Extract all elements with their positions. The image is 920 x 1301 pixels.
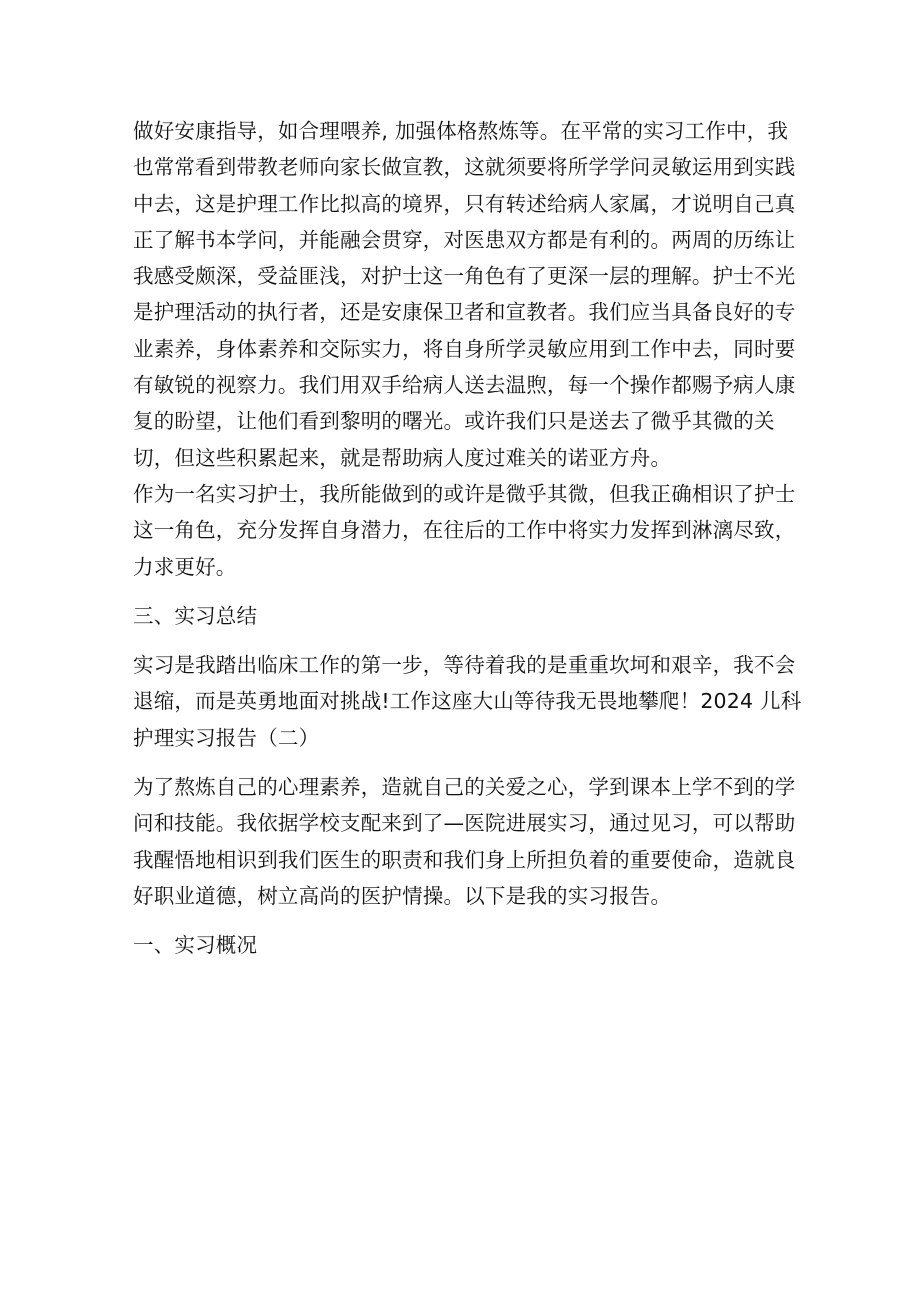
text-line: 我醒悟地相识到我们医生的职责和我们身上所担负着的重要使命，造就良 <box>133 847 796 872</box>
text-line: 作为一名实习护士，我所能做到的或许是微乎其微，但我正确相识了护士 <box>133 481 796 506</box>
text-line: 我感受颇深，受益匪浅，对护士这一角色有了更深一层的理解。护士不光 <box>133 264 796 289</box>
text-line: 护理实习报告（二） <box>133 725 320 750</box>
paragraph-3 <box>133 647 802 756</box>
text-line: 实习是我踏出临床工作的第一步，等待着我的是重重坎坷和艰辛，我不会 <box>133 653 796 678</box>
text-line: 为了熬炼自己的心理素养，造就自己的关爱之心，学到课本上学不到的学 <box>133 775 796 800</box>
text-line: 做好安康指导，如合理喂养, 加强体格熬炼等。在平常的实习工作中，我 <box>133 119 789 143</box>
spacer <box>133 585 783 598</box>
text-line: 业素养，身体素养和交际实力，将自身所学灵敏应用到工作中去，同时要 <box>133 336 796 361</box>
text-line: 正了解书本学问，并能融会贯穿，对医患双方都是有利的。两周的历练让 <box>133 227 796 252</box>
section-heading-overview: 一、实习概况 <box>133 933 258 958</box>
paragraph-1 <box>133 113 796 476</box>
text-line: 是护理活动的执行者，还是安康保卫者和宣教者。我们应当具备良好的专 <box>133 300 796 325</box>
spacer <box>133 634 783 647</box>
text-line: 这一角色，充分发挥自身潜力，在往后的工作中将实力发挥到淋漓尽致， <box>133 518 796 543</box>
text-line: 力求更好。 <box>133 554 237 579</box>
spacer <box>133 756 783 769</box>
text-line: 退缩，而是英勇地面对挑战!工作这座大山等待我无畏地攀爬！2024 儿科 <box>133 689 802 714</box>
section-heading-summary: 三、实习总结 <box>133 603 258 628</box>
text-line: 中去，这是护理工作比拟高的境界，只有转述给病人家属，才说明自己真 <box>133 191 796 216</box>
text-line: 切，但这些积累起来，就是帮助病人度过难关的诺亚方舟。 <box>133 445 672 470</box>
text-line: 问和技能。我依据学校支配来到了—医院进展实习，通过见习，可以帮助 <box>133 811 796 836</box>
document-body <box>133 113 802 964</box>
paragraph-4 <box>133 769 796 914</box>
text-line: 好职业道德，树立高尚的医护情操。以下是我的实习报告。 <box>133 883 672 908</box>
text-line: 也常常看到带教老师向家长做宣教，这就须要将所学学问灵敏运用到实践 <box>133 155 796 180</box>
text-line: 复的盼望，让他们看到黎明的曙光。或许我们只是送去了微乎其微的关 <box>133 409 775 434</box>
spacer <box>133 914 783 927</box>
text-line: 有敏锐的视察力。我们用双手给病人送去温煦，每一个操作都赐予病人康 <box>133 373 796 398</box>
paragraph-2 <box>133 476 796 585</box>
